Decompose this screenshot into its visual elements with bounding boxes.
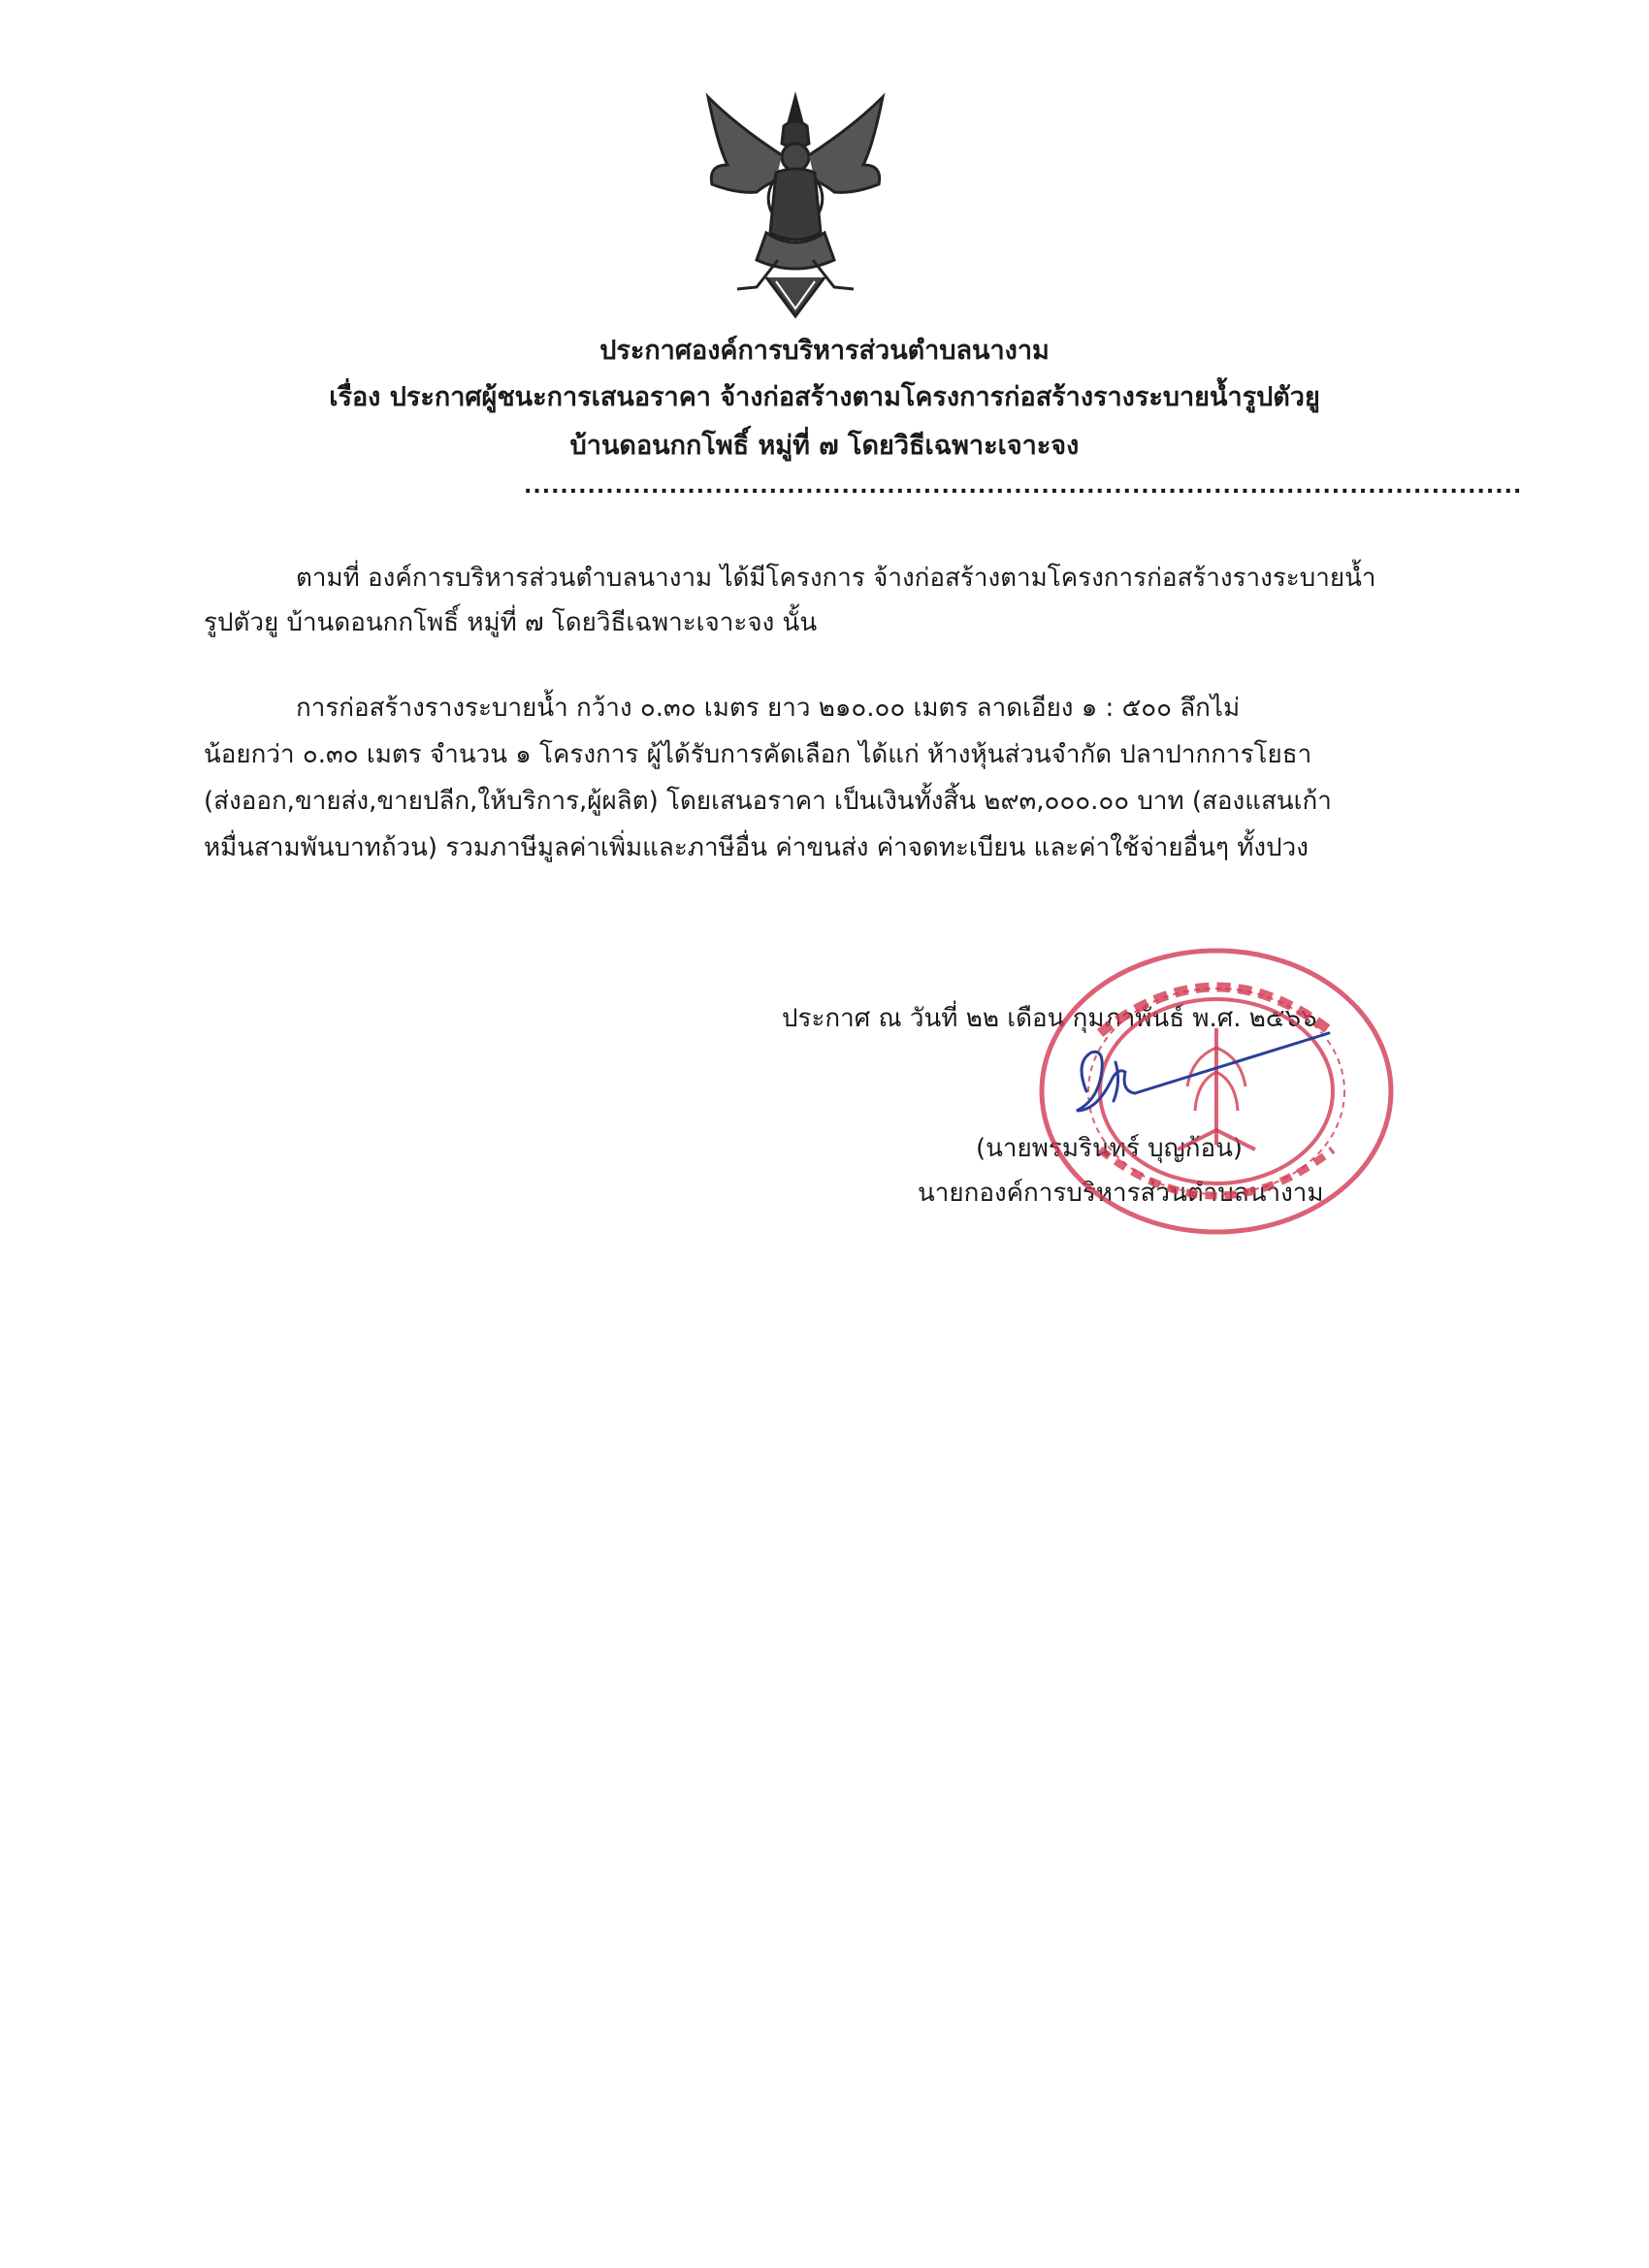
handwritten-signature-icon	[1057, 1023, 1348, 1140]
garuda-emblem-icon	[698, 87, 892, 320]
announcement-heading: ประกาศองค์การบริหารส่วนตำบลนางาม	[599, 336, 1050, 366]
announcement-subject: เรื่อง ประกาศผู้ชนะการเสนอราคา จ้างก่อสร้างตามโครงการก่อสร้างรางระบายน้ำรูปตัวยู	[329, 382, 1320, 412]
paragraph2-line2: น้อยกว่า ๐.๓๐ เมตร จำนวน ๑ โครงการ ผู้ได้รับการคัดเลือก ได้แก่ ห้างหุ้นส่วนจำกัด ปลาปากการโยธา	[204, 740, 1312, 769]
paragraph2-line1: การก่อสร้างรางระบายน้ำ กว้าง ๐.๓๐ เมตร ยาว ๒๑๐.๐๐ เมตร ลาดเอียง ๑ : ๕๐๐ ลึกไม่	[296, 694, 1241, 723]
paragraph2-line4: หมื่นสามพันบาทถ้วน) รวมภาษีมูลค่าเพิ่มและภาษีอื่น ค่าขนส่ง ค่าจดทะเบียน และค่าใช้จ่ายอื่นๆ ทั้งปวง	[204, 833, 1309, 862]
announcement-subject-continued: บ้านดอนกกโพธิ์ หมู่ที่ ๗ โดยวิธีเฉพาะเจาะจง	[569, 431, 1080, 461]
title-separator: ..............................................................................................................	[524, 474, 1523, 499]
paragraph2-line3: (ส่งออก,ขายส่ง,ขายปลีก,ให้บริการ,ผู้ผลิต) โดยเสนอราคา เป็นเงินทั้งสิ้น ๒๙๓,๐๐๐.๐๐ บาท (สองแสนเก้า	[204, 787, 1332, 816]
paragraph1-line2: รูปตัวยู บ้านดอนกกโพธิ์ หมู่ที่ ๗ โดยวิธีเฉพาะเจาะจง นั้น	[204, 608, 818, 637]
paragraph1-line1: ตามที่ องค์การบริหารส่วนตำบลนางาม ได้มีโครงการ จ้างก่อสร้างตามโครงการก่อสร้างรางระบายน้ำ	[296, 564, 1376, 593]
announcement-date: ประกาศ ณ วันที่ ๒๒ เดือน กุมภาพันธ์ พ.ศ. ๒๕๖๖	[782, 1004, 1317, 1033]
signer-position: นายกองค์การบริหารส่วนตำบลนางาม	[918, 1179, 1324, 1208]
signer-name: (นายพรมรินทร์ บุญก้อน)	[976, 1134, 1244, 1163]
